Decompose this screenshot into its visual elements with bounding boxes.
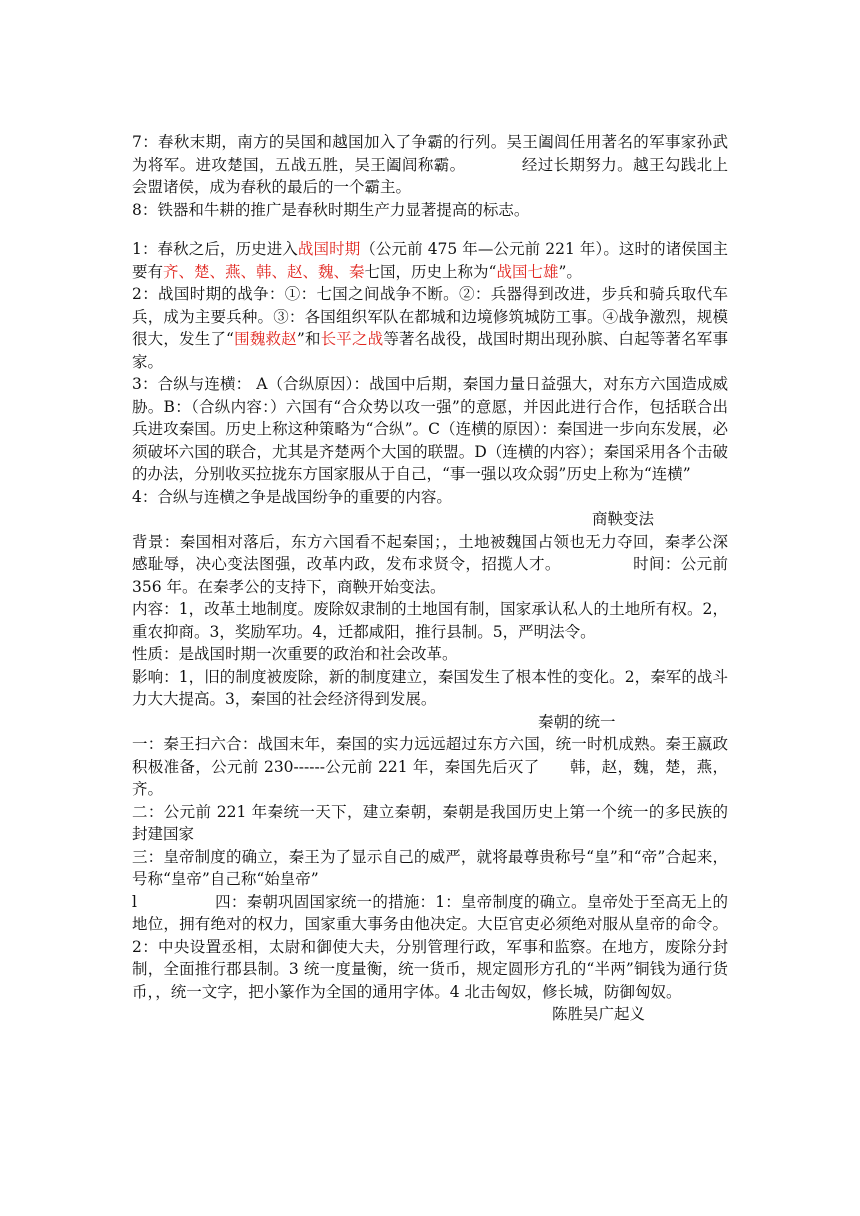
paragraph-ws-2: 2：战国时期的战争：①：七国之间战争不断。②：兵器得到改进，步兵和骑兵取代车兵，成为主要兵种。③：各国组织军队在都城和边境修筑城防工事。④战争激烈，规模很大，发生了“围魏救赵”和长平之战等著名战役，战国时期出现孙膑、白起等著名军事家。 — [132, 285, 728, 371]
heading-chen-wu-uprising: 陈胜吴广起义 — [552, 1005, 646, 1023]
paragraph-shang-yang-nature: 性质：是战国时期一次重要的政治和社会改革。 — [132, 645, 458, 663]
highlight-seven-heroes: 战国七雄 — [496, 262, 559, 281]
paragraph-qin-3: 三：皇帝制度的确立，秦王为了显示自己的威严，就将最尊贵称号“皇”和“帝”合起来，号称“皇帝”自己称“始皇帝” — [132, 847, 728, 888]
paragraph-ws-3: 3：合纵与连横： A（合纵原因）：战国中后期，秦国力量日益强大，对东方六国造成威胁。B：（合纵内容：）六国有“合众势以攻一强”的意愿，并因此进行合作，包括联合出兵进攻秦国。历史上称这种策略为“合纵”。C（连横的原因）：秦国进一步向东发展，必须破坏六国的联合，尤其是齐楚两个大国的联盟。D（连横的内容）；秦国采用各个击破的办法，分别收买拉拢东方国家服从于自己，“事一强以攻众弱”历史上称为“连横” — [132, 375, 728, 483]
highlight-changping-battle: 长平之战 — [320, 330, 384, 348]
paragraph-qin-4: l 四：秦朝巩固国家统一的措施：1：皇帝制度的确立。皇帝处于至高无上的地位，拥有绝对的权力，国家重大事务由他决定。大臣官吏必须绝对服从皇帝的命令。2：中央设置丞相，太尉和御使大夫，分别管理行政，军事和监察。在地方，废除分封制，全面推行郡县制。3 统一度量衡，统一货币，规定圆形方孔的“半两”铜钱为通行货币，，统一文字，把小篆作为全国的通用字体。4 北击匈奴，修长城，防御匈奴。 — [132, 892, 728, 1001]
warring-states-section — [132, 238, 728, 1026]
heading-shang-yang-reform: 商鞅变法 — [592, 510, 655, 528]
paragraph-item-7: 7：春秋末期，南方的吴国和越国加入了争霸的行列。吴王阖闾任用著名的军事家孙武为将军。进攻楚国，五战五胜，吴王阖闾称霸。 经过长期努力。越王勾践北上会盟诸侯，成为春秋的最后的一个霸主。 — [132, 133, 728, 196]
paragraph-ws-4: 4：合纵与连横之争是战国纷争的重要的内容。 — [132, 487, 452, 506]
highlight-weiwei-jiuzhao: 围魏救赵 — [233, 330, 297, 348]
spring-autumn-section — [132, 131, 728, 221]
heading-qin-unification: 秦朝的统一 — [538, 712, 616, 731]
paragraph-ws-1: 1：春秋之后，历史进入战国时期（公元前 475 年—公元前 221 年）。这时的诸侯国主要有齐、楚、燕、韩、赵、魏、秦七国，历史上称为“战国七雄”。 — [132, 240, 728, 281]
highlight-warring-states-period: 战国时期 — [297, 240, 361, 258]
paragraph-qin-1: 一：秦王扫六合：战国末年，秦国的实力远远超过东方六国，统一时机成熟。秦王嬴政积极准备，公元前 230------公元前 221 年，秦国先后灭了 韩，赵，魏，楚，燕，齐。 — [132, 735, 728, 798]
paragraph-shang-yang-impact: 影响：1，旧的制度被废除，新的制度建立，秦国发生了根本性的变化。2，秦军的战斗力大大提高。3，秦国的社会经济得到发展。 — [132, 667, 728, 708]
paragraph-shang-yang-background: 背景：秦国相对落后，东方六国看不起秦国；，土地被魏国占领也无力夺回，秦孝公深感耻辱，决心变法图强，改革内政，发布求贤令，招揽人才。 时间：公元前 356 年。在秦孝公的支持下，商鞅开始变法。 — [132, 532, 728, 596]
paragraph-shang-yang-content: 内容：1，改革土地制度。废除奴隶制的土地国有制，国家承认私人的土地所有权。2，重农抑商。3，奖励军功。4，迁都咸阳，推行县制。5，严明法令。 — [132, 600, 728, 641]
highlight-seven-states: 齐、楚、燕、韩、赵、魏、秦 — [163, 262, 365, 281]
paragraph-item-8: 8：铁器和牛耕的推广是春秋时期生产力显著提高的标志。 — [132, 200, 530, 219]
paragraph-qin-2: 二：公元前 221 年秦统一天下，建立秦朝，秦朝是我国历史上第一个统一的多民族的封建国家 — [132, 802, 728, 843]
